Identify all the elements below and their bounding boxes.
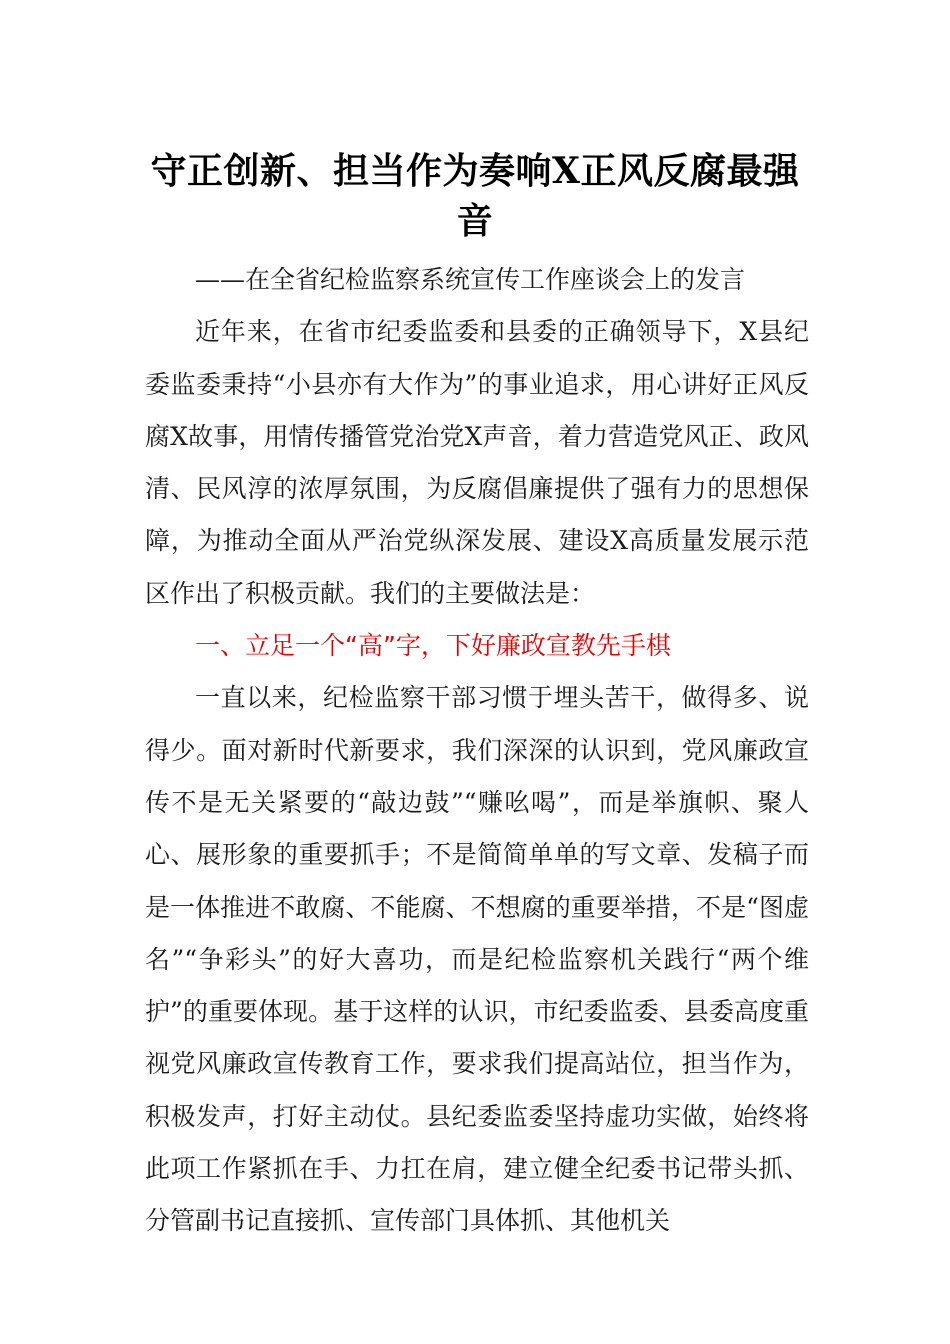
section-heading: 一、立足一个“高”字，下好廉政宣教先手棋 bbox=[195, 631, 671, 661]
document-body bbox=[145, 254, 809, 1248]
document-title: 守正创新、担当作为奏响X正风反腐最强音 bbox=[150, 150, 800, 242]
document-subtitle: ——在全省纪检监察系统宣传工作座谈会上的发言 bbox=[195, 265, 746, 294]
intro-paragraph: 近年来，在省市纪委监委和县委的正确领导下，X县纪委监委秉持“小县亦有大作为”的事业追求，用心讲好正风反腐X故事，用情传播管党治党X声音，着力营造党风正、政风清、民风淳的浓厚氛围，为反腐倡廉提供了强有力的思想保障，为推动全面从严治党纵深发展、建设X高质量发展示范区作出了积极贡献。我们的主要做法是： bbox=[145, 317, 809, 608]
section-paragraph: 一直以来，纪检监察干部习惯于埋头苦干，做得多、说得少。面对新时代新要求，我们深深的认识到，党风廉政宣传不是无关紧要的“敲边鼓”“赚吆喝”，而是举旗帜、聚人心、展形象的重要抓手；不是简简单单的写文章、发稿子而是一体推进不敢腐、不能腐、不想腐的重要举措，不是“图虚名”“争彩头”的好大喜功，而是纪检监察机关践行“两个维护”的重要体现。基于这样的认识，市纪委监委、县委高度重视党风廉政宣传教育工作，要求我们提高站位，担当作为，积极发声，打好主动仗。县纪委监委坚持虚功实做，始终将此项工作紧抓在手、力扛在肩，建立健全纪委书记带头抓、分管副书记直接抓、宣传部门具体抓、其他机关 bbox=[145, 683, 809, 1236]
